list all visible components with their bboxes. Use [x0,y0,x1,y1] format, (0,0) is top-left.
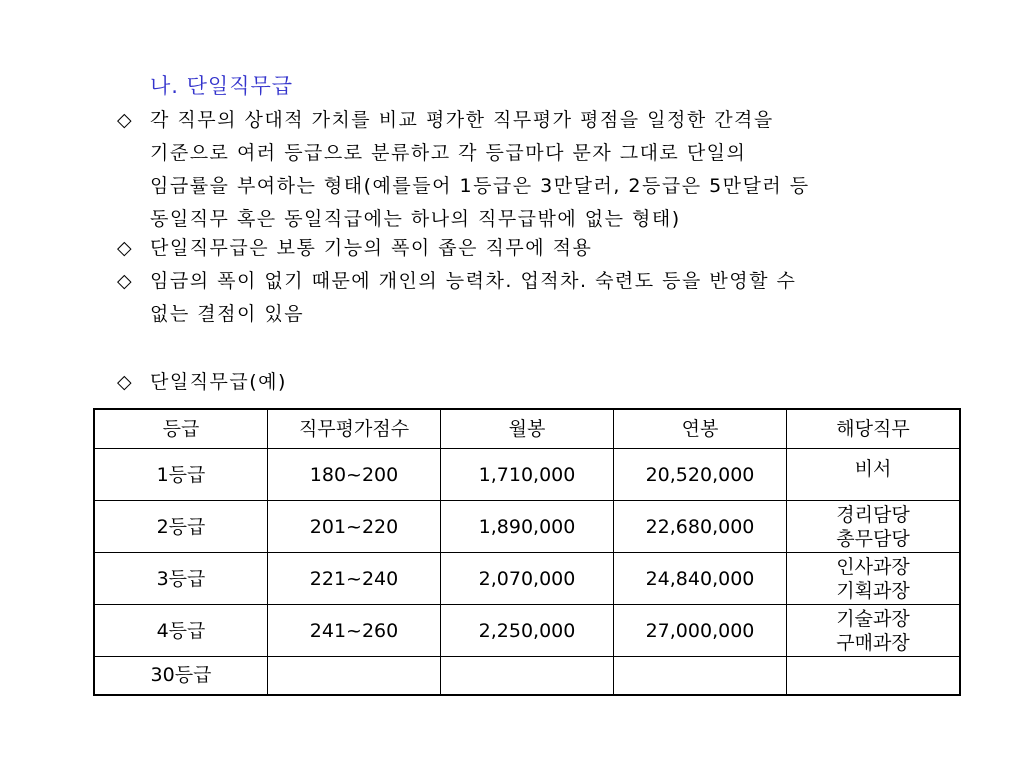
salary-grade-table [93,408,961,696]
cell-score: 241~260 [268,605,441,657]
cell-jobs [787,553,961,605]
job-title: 인사과장 [836,555,910,578]
job-title: 구매과장 [836,631,910,654]
cell-monthly: 2,250,000 [441,605,614,657]
cell-monthly: 2,070,000 [441,553,614,605]
cell-grade: 3등급 [94,553,268,605]
table-row [94,657,960,695]
bullet-definition [117,104,810,236]
header-grade: 등급 [94,409,268,449]
cell-grade: 30등급 [94,657,268,695]
cell-jobs [787,605,961,657]
bullet-application [117,232,592,265]
diamond-bullet-icon: ◇ [117,371,132,393]
table-row [94,501,960,553]
cell-annual: 27,000,000 [614,605,787,657]
bullet-line: 단일직무급(예) [150,371,287,393]
cell-jobs [787,657,961,695]
header-jobs: 해당직무 [787,409,961,449]
cell-monthly: 1,710,000 [441,449,614,501]
diamond-bullet-icon: ◇ [117,109,132,131]
bullet-line: 임금률을 부여하는 형태(예를들어 1등급은 3만달러, 2등급은 5만달러 등 [150,175,810,197]
cell-grade: 4등급 [94,605,268,657]
diamond-bullet-icon: ◇ [117,270,132,292]
cell-monthly [441,657,614,695]
bullet-example-title [117,366,287,399]
job-title: 기술과장 [836,607,910,630]
job-title: 기획과장 [836,579,910,602]
bullet-line: 동일직무 혹은 동일직급에는 하나의 직무급밖에 없는 형태) [150,208,681,230]
cell-monthly: 1,890,000 [441,501,614,553]
cell-annual: 22,680,000 [614,501,787,553]
cell-grade: 1등급 [94,449,268,501]
cell-score: 221~240 [268,553,441,605]
cell-score [268,657,441,695]
cell-score: 201~220 [268,501,441,553]
job-title: 경리담당 [836,503,910,526]
table-header-row [94,409,960,449]
table-row [94,605,960,657]
job-title: 비서 [854,458,892,480]
header-annual: 연봉 [614,409,787,449]
diamond-bullet-icon: ◇ [117,237,132,259]
header-monthly: 월봉 [441,409,614,449]
cell-annual [614,657,787,695]
cell-score: 180~200 [268,449,441,501]
job-title: 총무담당 [836,527,910,550]
bullet-line: 기준으로 여러 등급으로 분류하고 각 등급마다 문자 그대로 단일의 [150,142,747,164]
cell-jobs [787,501,961,553]
cell-jobs [787,449,961,501]
bullet-line: 임금의 폭이 없기 때문에 개인의 능력차. 업적차. 숙련도 등을 반영할 수 [150,270,797,292]
cell-annual: 24,840,000 [614,553,787,605]
table-row [94,449,960,501]
bullet-line: 각 직무의 상대적 가치를 비교 평가한 직무평가 평점을 일정한 간격을 [150,109,774,131]
cell-grade: 2등급 [94,501,268,553]
cell-annual: 20,520,000 [614,449,787,501]
bullet-drawback [117,265,796,331]
section-heading: 나. 단일직무급 [150,74,294,98]
header-score: 직무평가점수 [268,409,441,449]
bullet-line: 없는 결점이 있음 [150,303,305,325]
bullet-line: 단일직무급은 보통 기능의 폭이 좁은 직무에 적용 [150,237,593,259]
table-row [94,553,960,605]
